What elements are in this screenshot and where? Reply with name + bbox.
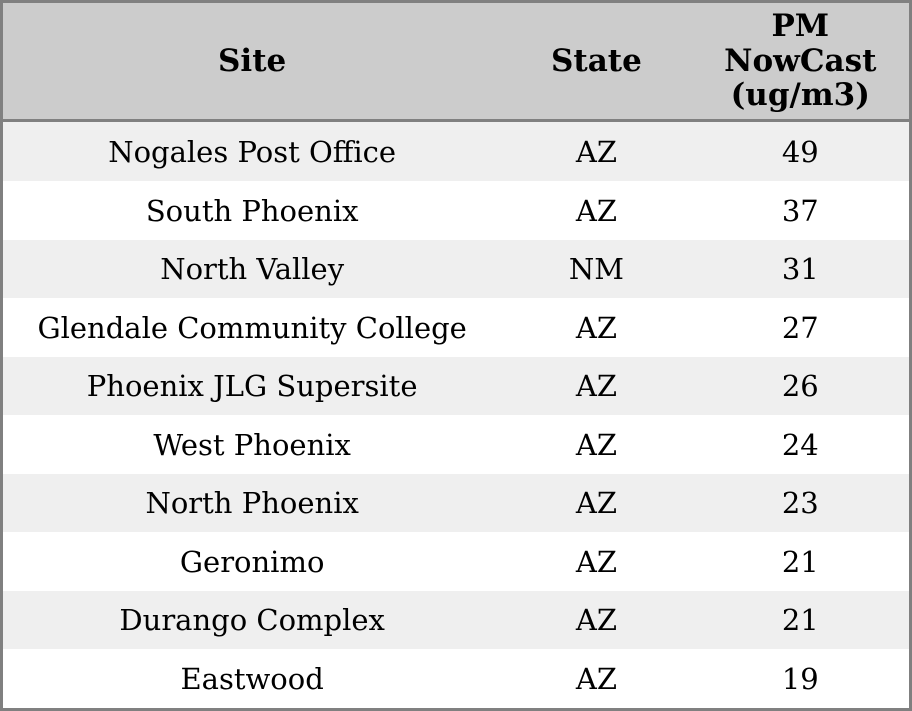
cell-site: Nogales Post Office [3,121,501,182]
cell-state: AZ [501,591,691,650]
table-row [3,240,909,299]
cell-state: AZ [501,649,691,708]
column-header-state: State [501,3,691,121]
table-row [3,649,909,708]
column-header-pm-nowcast [692,3,909,121]
table-row [3,298,909,357]
cell-state: AZ [501,121,691,182]
cell-pm-nowcast: 21 [692,591,909,650]
table-header-row [3,3,909,121]
cell-state: AZ [501,415,691,474]
cell-pm-nowcast: 21 [692,532,909,591]
column-header-pm-nowcast-line1: PM [771,8,830,44]
table-row [3,121,909,182]
cell-state: AZ [501,532,691,591]
table-row [3,357,909,416]
cell-pm-nowcast: 19 [692,649,909,708]
table-header [3,3,909,121]
cell-pm-nowcast: 37 [692,181,909,240]
cell-pm-nowcast: 26 [692,357,909,416]
cell-state: AZ [501,357,691,416]
column-header-pm-nowcast-line2: NowCast [724,42,877,79]
table-row [3,532,909,591]
cell-site: West Phoenix [3,415,501,474]
table-row [3,181,909,240]
cell-state: AZ [501,181,691,240]
table-row [3,591,909,650]
cell-site: North Valley [3,240,501,299]
cell-pm-nowcast: 31 [692,240,909,299]
cell-site: Eastwood [3,649,501,708]
cell-pm-nowcast: 24 [692,415,909,474]
table-row [3,474,909,533]
table-body [3,121,909,708]
cell-state: AZ [501,474,691,533]
cell-site: Glendale Community College [3,298,501,357]
cell-state: NM [501,240,691,299]
cell-site: Geronimo [3,532,501,591]
cell-pm-nowcast: 49 [692,121,909,182]
cell-site: South Phoenix [3,181,501,240]
cell-pm-nowcast: 23 [692,474,909,533]
cell-site: North Phoenix [3,474,501,533]
cell-state: AZ [501,298,691,357]
cell-site: Durango Complex [3,591,501,650]
table-row [3,415,909,474]
air-quality-table [3,3,909,708]
cell-site: Phoenix JLG Supersite [3,357,501,416]
column-header-pm-nowcast-line3: (ug/m3) [730,77,870,114]
cell-pm-nowcast: 27 [692,298,909,357]
column-header-site: Site [3,3,501,121]
